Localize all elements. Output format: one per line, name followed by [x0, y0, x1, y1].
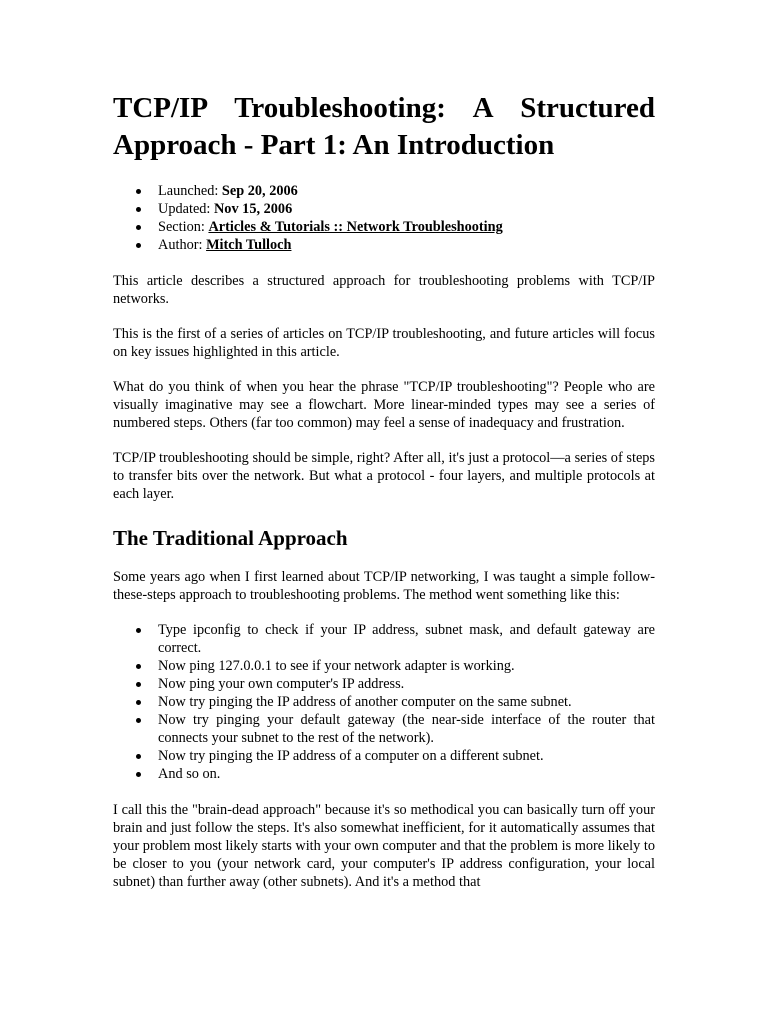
- section-link[interactable]: Articles & Tutorials :: Network Troubleshooting: [208, 219, 503, 235]
- page-title-line-1: TCP/IP Troubleshooting: A Structured: [113, 92, 655, 124]
- meta-author-label: Author:: [158, 237, 203, 253]
- closing-paragraph: I call this the "brain-dead approach" because it's so methodical you can basically turn off your brain and just follow the steps. It's also somewhat inefficient, for it automatically assumes that your problem most likely starts with your own computer and that the problem is more likely to be closer to you (your network card, your computer's IP address configuration, your local subnet) than further away (other subnets). And it's a method that: [113, 802, 655, 890]
- list-item: Now try pinging the IP address of a computer on a different subnet.: [113, 747, 655, 765]
- meta-section-label: Section:: [158, 219, 205, 235]
- list-item: Now ping 127.0.0.1 to see if your network adapter is working.: [113, 657, 655, 675]
- list-item: Now ping your own computer's IP address.: [113, 675, 655, 693]
- page-title: [113, 90, 655, 164]
- section-heading: The Traditional Approach: [113, 526, 348, 550]
- meta-updated: [113, 200, 655, 218]
- intro-paragraph: This is the first of a series of articles on TCP/IP troubleshooting, and future articles will focus on key issues highlighted in this article.: [113, 326, 655, 360]
- author-link[interactable]: Mitch Tulloch: [206, 237, 292, 253]
- article-meta-list: [113, 182, 655, 254]
- intro-paragraph: This article describes a structured approach for troubleshooting problems with TCP/IP networks.: [113, 273, 655, 307]
- section-intro-paragraph: Some years ago when I first learned about TCP/IP networking, I was taught a simple follow-these-steps approach to troubleshooting problems. The method went something like this:: [113, 569, 655, 603]
- list-item: Now try pinging the IP address of another computer on the same subnet.: [113, 693, 655, 711]
- intro-paragraph: TCP/IP troubleshooting should be simple, right? After all, it's just a protocol—a series of steps to transfer bits over the network. But what a protocol - four layers, and multiple protocols at each layer.: [113, 450, 655, 502]
- meta-author: [113, 236, 655, 254]
- meta-launched-value: Sep 20, 2006: [221, 183, 298, 199]
- steps-list: [113, 621, 655, 783]
- meta-launched-label: Launched:: [158, 183, 219, 199]
- list-item: Now try pinging your default gateway (the near-side interface of the router that connects your subnet to the rest of the network).: [113, 711, 655, 747]
- intro-paragraph: What do you think of when you hear the phrase "TCP/IP troubleshooting"? People who are visually imaginative may see a flowchart. More linear-minded types may see a series of numbered steps. Others (far too common) may feel a sense of inadequacy and frustration.: [113, 379, 655, 431]
- meta-section: [113, 218, 655, 236]
- list-item: Type ipconfig to check if your IP address, subnet mask, and default gateway are correct.: [113, 621, 655, 657]
- page-title-line-2: Approach - Part 1: An Introduction: [113, 129, 555, 161]
- meta-updated-label: Updated:: [158, 201, 211, 217]
- list-item: And so on.: [113, 765, 655, 783]
- article: [113, 90, 655, 908]
- meta-launched: [113, 182, 655, 200]
- meta-updated-value: Nov 15, 2006: [213, 201, 293, 217]
